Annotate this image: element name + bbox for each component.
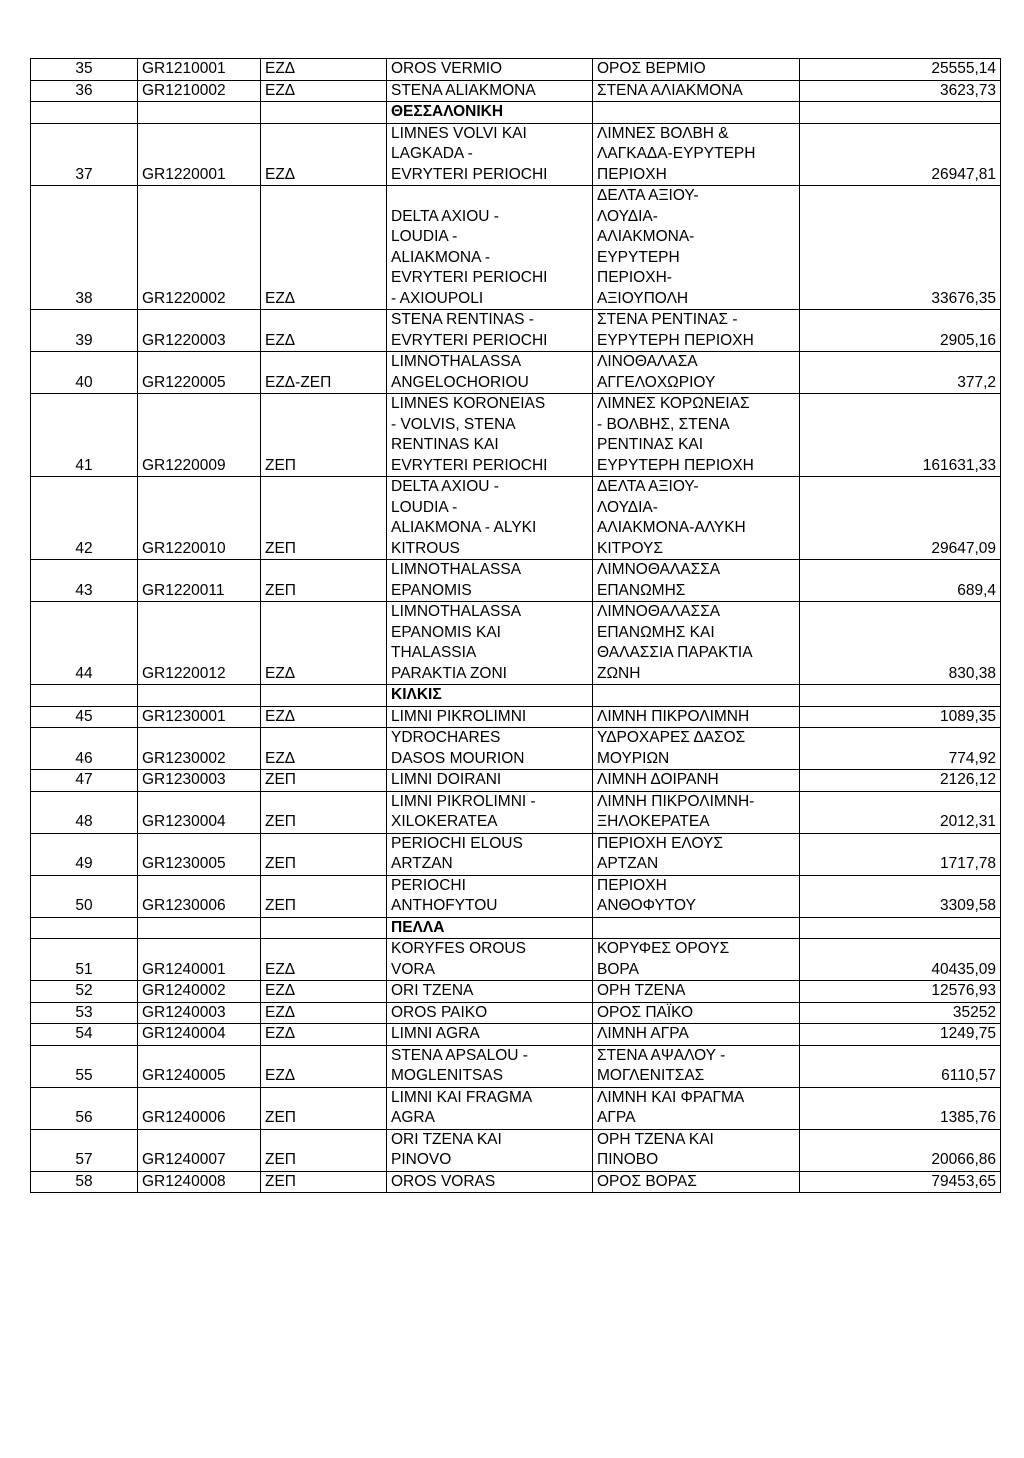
area-value: 29647,09 <box>800 477 1001 560</box>
area-value: 79453,65 <box>800 1171 1001 1193</box>
table-row <box>31 1129 1001 1171</box>
site-type: ΕΖΔ <box>261 981 387 1003</box>
table-row <box>31 477 1001 560</box>
document-page <box>30 58 1000 1193</box>
latin-name: STENA ALIAKMONA <box>387 80 593 102</box>
site-type: ΕΖΔ <box>261 59 387 81</box>
site-type: ΖΕΠ <box>261 394 387 477</box>
site-type: ΖΕΠ <box>261 560 387 602</box>
greek-name: ΟΡΟΣ ΒΕΡΜΙΟ <box>593 59 800 81</box>
greek-name: ΛΙΜΝΗ ΚΑΙ ΦΡΑΓΜΑ ΑΓΡΑ <box>593 1087 800 1129</box>
site-code: GR1220003 <box>138 310 261 352</box>
table-row <box>31 394 1001 477</box>
site-type: ΕΖΔ-ΖΕΠ <box>261 352 387 394</box>
site-type: ΖΕΠ <box>261 770 387 792</box>
table-row <box>31 560 1001 602</box>
row-number: 57 <box>31 1129 138 1171</box>
region-name: ΠΕΛΛΑ <box>387 917 593 939</box>
table-row <box>31 875 1001 917</box>
latin-name: LIMNES VOLVI KAI LAGKADA - EVRYTERI PERIOCHI <box>387 123 593 186</box>
site-type-cell <box>261 917 387 939</box>
area-value: 161631,33 <box>800 394 1001 477</box>
site-code: GR1210002 <box>138 80 261 102</box>
greek-name: ΛΙΜΝΕΣ ΚΟΡΩΝΕΙΑΣ - ΒΟΛΒΗΣ, ΣΤΕΝΑ ΡΕΝΤΙΝΑΣ ΚΑΙ ΕΥΡΥΤΕΡΗ ΠΕΡΙΟΧΗ <box>593 394 800 477</box>
latin-name: LIMNI PIKROLIMNI <box>387 706 593 728</box>
table-body <box>31 59 1001 1193</box>
greek-name: ΚΟΡΥΦΕΣ ΟΡΟΥΣ ΒΟΡΑ <box>593 939 800 981</box>
row-number: 50 <box>31 875 138 917</box>
region-header-row <box>31 102 1001 124</box>
site-code: GR1230004 <box>138 791 261 833</box>
site-type: ΖΕΠ <box>261 833 387 875</box>
area-value: 2905,16 <box>800 310 1001 352</box>
site-type: ΕΖΔ <box>261 602 387 685</box>
site-code: GR1230002 <box>138 728 261 770</box>
table-row <box>31 939 1001 981</box>
table-row <box>31 123 1001 186</box>
site-code: GR1210001 <box>138 59 261 81</box>
latin-name: OROS PAIKO <box>387 1002 593 1024</box>
site-type: ΖΕΠ <box>261 875 387 917</box>
table-row <box>31 833 1001 875</box>
greek-name: ΣΤΕΝΑ ΑΛΙΑΚΜΟΝΑ <box>593 80 800 102</box>
area-value: 2126,12 <box>800 770 1001 792</box>
latin-name: OROS VORAS <box>387 1171 593 1193</box>
site-code-cell <box>138 685 261 707</box>
greek-name-cell <box>593 102 800 124</box>
row-number-cell <box>31 685 138 707</box>
row-number-cell <box>31 102 138 124</box>
row-number-cell <box>31 917 138 939</box>
site-type: ΕΖΔ <box>261 1024 387 1046</box>
site-code-cell <box>138 917 261 939</box>
area-value: 774,92 <box>800 728 1001 770</box>
site-code: GR1220009 <box>138 394 261 477</box>
latin-name: LIMNI AGRA <box>387 1024 593 1046</box>
table-row <box>31 1045 1001 1087</box>
area-value: 20066,86 <box>800 1129 1001 1171</box>
greek-name: ΛΙΜΝΗ ΠΙΚΡΟΛΙΜΝΗ- ΞΗΛΟΚΕΡΑΤΕΑ <box>593 791 800 833</box>
greek-name: ΣΤΕΝΑ ΑΨΑΛΟΥ - ΜΟΓΛΕΝΙΤΣΑΣ <box>593 1045 800 1087</box>
greek-name: ΛΙΜΝΕΣ ΒΟΛΒΗ & ΛΑΓΚΑΔΑ-ΕΥΡΥΤΕΡΗ ΠΕΡΙΟΧΗ <box>593 123 800 186</box>
row-number: 56 <box>31 1087 138 1129</box>
site-code: GR1230005 <box>138 833 261 875</box>
area-value: 1717,78 <box>800 833 1001 875</box>
natura-sites-table <box>30 58 1001 1193</box>
site-code: GR1240001 <box>138 939 261 981</box>
area-value: 2012,31 <box>800 791 1001 833</box>
row-number: 47 <box>31 770 138 792</box>
row-number: 36 <box>31 80 138 102</box>
table-row <box>31 1087 1001 1129</box>
site-type: ΖΕΠ <box>261 1171 387 1193</box>
row-number: 53 <box>31 1002 138 1024</box>
row-number: 45 <box>31 706 138 728</box>
latin-name: KORYFES OROUS VORA <box>387 939 593 981</box>
site-type-cell <box>261 685 387 707</box>
greek-name: ΛΙΝΟΘΑΛΑΣΑ ΑΓΓΕΛΟΧΩΡΙΟΥ <box>593 352 800 394</box>
latin-name: DELTA AXIOU - LOUDIA - ALIAKMONA - ALYKI KITROUS <box>387 477 593 560</box>
row-number: 37 <box>31 123 138 186</box>
greek-name-cell <box>593 917 800 939</box>
latin-name: ORI TZENA <box>387 981 593 1003</box>
table-row <box>31 706 1001 728</box>
site-code: GR1220001 <box>138 123 261 186</box>
site-code: GR1220005 <box>138 352 261 394</box>
row-number: 48 <box>31 791 138 833</box>
site-type: ΕΖΔ <box>261 706 387 728</box>
latin-name: LIMNI DOIRANI <box>387 770 593 792</box>
table-row <box>31 186 1001 310</box>
area-value: 35252 <box>800 1002 1001 1024</box>
latin-name: OROS VERMIO <box>387 59 593 81</box>
table-row <box>31 1024 1001 1046</box>
site-type: ΕΖΔ <box>261 939 387 981</box>
row-number: 44 <box>31 602 138 685</box>
latin-name: LIMNI PIKROLIMNI - XILOKERATEA <box>387 791 593 833</box>
latin-name: PERIOCHI ELOUS ARTZAN <box>387 833 593 875</box>
row-number: 49 <box>31 833 138 875</box>
row-number: 55 <box>31 1045 138 1087</box>
latin-name: STENA RENTINAS - EVRYTERI PERIOCHI <box>387 310 593 352</box>
latin-name: LIMNES KORONEIAS - VOLVIS, STENA RENTINAS KAI EVRYTERI PERIOCHI <box>387 394 593 477</box>
site-code: GR1240006 <box>138 1087 261 1129</box>
row-number: 42 <box>31 477 138 560</box>
greek-name: ΛΙΜΝΗ ΑΓΡΑ <box>593 1024 800 1046</box>
area-cell <box>800 917 1001 939</box>
area-cell <box>800 102 1001 124</box>
latin-name: LIMNOTHALASSA EPANOMIS KAI THALASSIA PARAKTIA ZONI <box>387 602 593 685</box>
site-code: GR1230001 <box>138 706 261 728</box>
site-type: ΕΖΔ <box>261 1002 387 1024</box>
table-row <box>31 59 1001 81</box>
row-number: 41 <box>31 394 138 477</box>
region-header-row <box>31 685 1001 707</box>
greek-name: ΠΕΡΙΟΧΗ ΕΛΟΥΣ ΑΡΤΖΑΝ <box>593 833 800 875</box>
area-value: 12576,93 <box>800 981 1001 1003</box>
site-code: GR1240004 <box>138 1024 261 1046</box>
site-type: ΖΕΠ <box>261 791 387 833</box>
site-code: GR1240005 <box>138 1045 261 1087</box>
table-row <box>31 1171 1001 1193</box>
row-number: 58 <box>31 1171 138 1193</box>
greek-name: ΟΡΗ ΤΖΕΝΑ ΚΑΙ ΠΙΝΟΒΟ <box>593 1129 800 1171</box>
site-type: ΕΖΔ <box>261 123 387 186</box>
site-code: GR1220010 <box>138 477 261 560</box>
row-number: 46 <box>31 728 138 770</box>
greek-name: ΛΙΜΝΗ ΠΙΚΡΟΛΙΜΝΗ <box>593 706 800 728</box>
region-header-row <box>31 917 1001 939</box>
latin-name: YDROCHARES DASOS MOURION <box>387 728 593 770</box>
greek-name: ΔΕΛΤΑ ΑΞΙΟΥ- ΛΟΥΔΙΑ- ΑΛΙΑΚΜΟΝΑ- ΕΥΡΥΤΕΡΗ ΠΕΡΙΟΧΗ- ΑΞΙΟΥΠΟΛΗ <box>593 186 800 310</box>
area-value: 3623,73 <box>800 80 1001 102</box>
table-row <box>31 602 1001 685</box>
site-code: GR1220011 <box>138 560 261 602</box>
latin-name: LIMNI KAI FRAGMA AGRA <box>387 1087 593 1129</box>
area-value: 377,2 <box>800 352 1001 394</box>
latin-name: DELTA AXIOU - LOUDIA - ALIAKMONA - EVRYTERI PERIOCHI - AXIOUPOLI <box>387 186 593 310</box>
site-type: ΖΕΠ <box>261 1087 387 1129</box>
latin-name: LIMNOTHALASSA ANGELOCHORIOU <box>387 352 593 394</box>
site-code: GR1220002 <box>138 186 261 310</box>
row-number: 39 <box>31 310 138 352</box>
area-value: 3309,58 <box>800 875 1001 917</box>
site-type: ΕΖΔ <box>261 1045 387 1087</box>
row-number: 43 <box>31 560 138 602</box>
site-type: ΖΕΠ <box>261 1129 387 1171</box>
site-type: ΕΖΔ <box>261 80 387 102</box>
greek-name: ΟΡΗ ΤΖΕΝΑ <box>593 981 800 1003</box>
table-row <box>31 80 1001 102</box>
table-row <box>31 770 1001 792</box>
greek-name: ΛΙΜΝΟΘΑΛΑΣΣΑ ΕΠΑΝΩΜΗΣ ΚΑΙ ΘΑΛΑΣΣΙΑ ΠΑΡΑΚΤΙΑ ΖΩΝΗ <box>593 602 800 685</box>
site-code: GR1240007 <box>138 1129 261 1171</box>
area-value: 33676,35 <box>800 186 1001 310</box>
greek-name-cell <box>593 685 800 707</box>
site-type-cell <box>261 102 387 124</box>
table-row <box>31 1002 1001 1024</box>
region-name: ΘΕΣΣΑΛΟΝΙΚΗ <box>387 102 593 124</box>
area-value: 40435,09 <box>800 939 1001 981</box>
area-value: 1089,35 <box>800 706 1001 728</box>
latin-name: ORI TZENA KAI PINOVO <box>387 1129 593 1171</box>
greek-name: ΣΤΕΝΑ ΡΕΝΤΙΝΑΣ - ΕΥΡΥΤΕΡΗ ΠΕΡΙΟΧΗ <box>593 310 800 352</box>
site-type: ΖΕΠ <box>261 477 387 560</box>
area-value: 6110,57 <box>800 1045 1001 1087</box>
area-value: 830,38 <box>800 602 1001 685</box>
table-row <box>31 310 1001 352</box>
greek-name: ΥΔΡΟΧΑΡΕΣ ΔΑΣΟΣ ΜΟΥΡΙΩΝ <box>593 728 800 770</box>
region-name: ΚΙΛΚΙΣ <box>387 685 593 707</box>
site-code: GR1240003 <box>138 1002 261 1024</box>
site-type: ΕΖΔ <box>261 186 387 310</box>
area-value: 1249,75 <box>800 1024 1001 1046</box>
site-code: GR1230006 <box>138 875 261 917</box>
table-row <box>31 791 1001 833</box>
site-code: GR1220012 <box>138 602 261 685</box>
greek-name: ΠΕΡΙΟΧΗ ΑΝΘΟΦΥΤΟΥ <box>593 875 800 917</box>
greek-name: ΟΡΟΣ ΒΟΡΑΣ <box>593 1171 800 1193</box>
site-code-cell <box>138 102 261 124</box>
table-row <box>31 352 1001 394</box>
area-value: 1385,76 <box>800 1087 1001 1129</box>
greek-name: ΔΕΛΤΑ ΑΞΙΟΥ- ΛΟΥΔΙΑ- ΑΛΙΑΚΜΟΝΑ-ΑΛΥΚΗ ΚΙΤΡΟΥΣ <box>593 477 800 560</box>
site-type: ΕΖΔ <box>261 310 387 352</box>
greek-name: ΟΡΟΣ ΠΑΪΚΟ <box>593 1002 800 1024</box>
site-code: GR1230003 <box>138 770 261 792</box>
site-code: GR1240008 <box>138 1171 261 1193</box>
row-number: 35 <box>31 59 138 81</box>
row-number: 51 <box>31 939 138 981</box>
greek-name: ΛΙΜΝΟΘΑΛΑΣΣΑ ΕΠΑΝΩΜΗΣ <box>593 560 800 602</box>
area-value: 26947,81 <box>800 123 1001 186</box>
latin-name: STENA APSALOU - MOGLENITSAS <box>387 1045 593 1087</box>
row-number: 52 <box>31 981 138 1003</box>
row-number: 38 <box>31 186 138 310</box>
site-code: GR1240002 <box>138 981 261 1003</box>
area-cell <box>800 685 1001 707</box>
latin-name: PERIOCHI ANTHOFYTOU <box>387 875 593 917</box>
area-value: 25555,14 <box>800 59 1001 81</box>
site-type: ΕΖΔ <box>261 728 387 770</box>
row-number: 40 <box>31 352 138 394</box>
area-value: 689,4 <box>800 560 1001 602</box>
table-row <box>31 981 1001 1003</box>
greek-name: ΛΙΜΝΗ ΔΟΙΡΑΝΗ <box>593 770 800 792</box>
latin-name: LIMNOTHALASSA EPANOMIS <box>387 560 593 602</box>
table-row <box>31 728 1001 770</box>
row-number: 54 <box>31 1024 138 1046</box>
